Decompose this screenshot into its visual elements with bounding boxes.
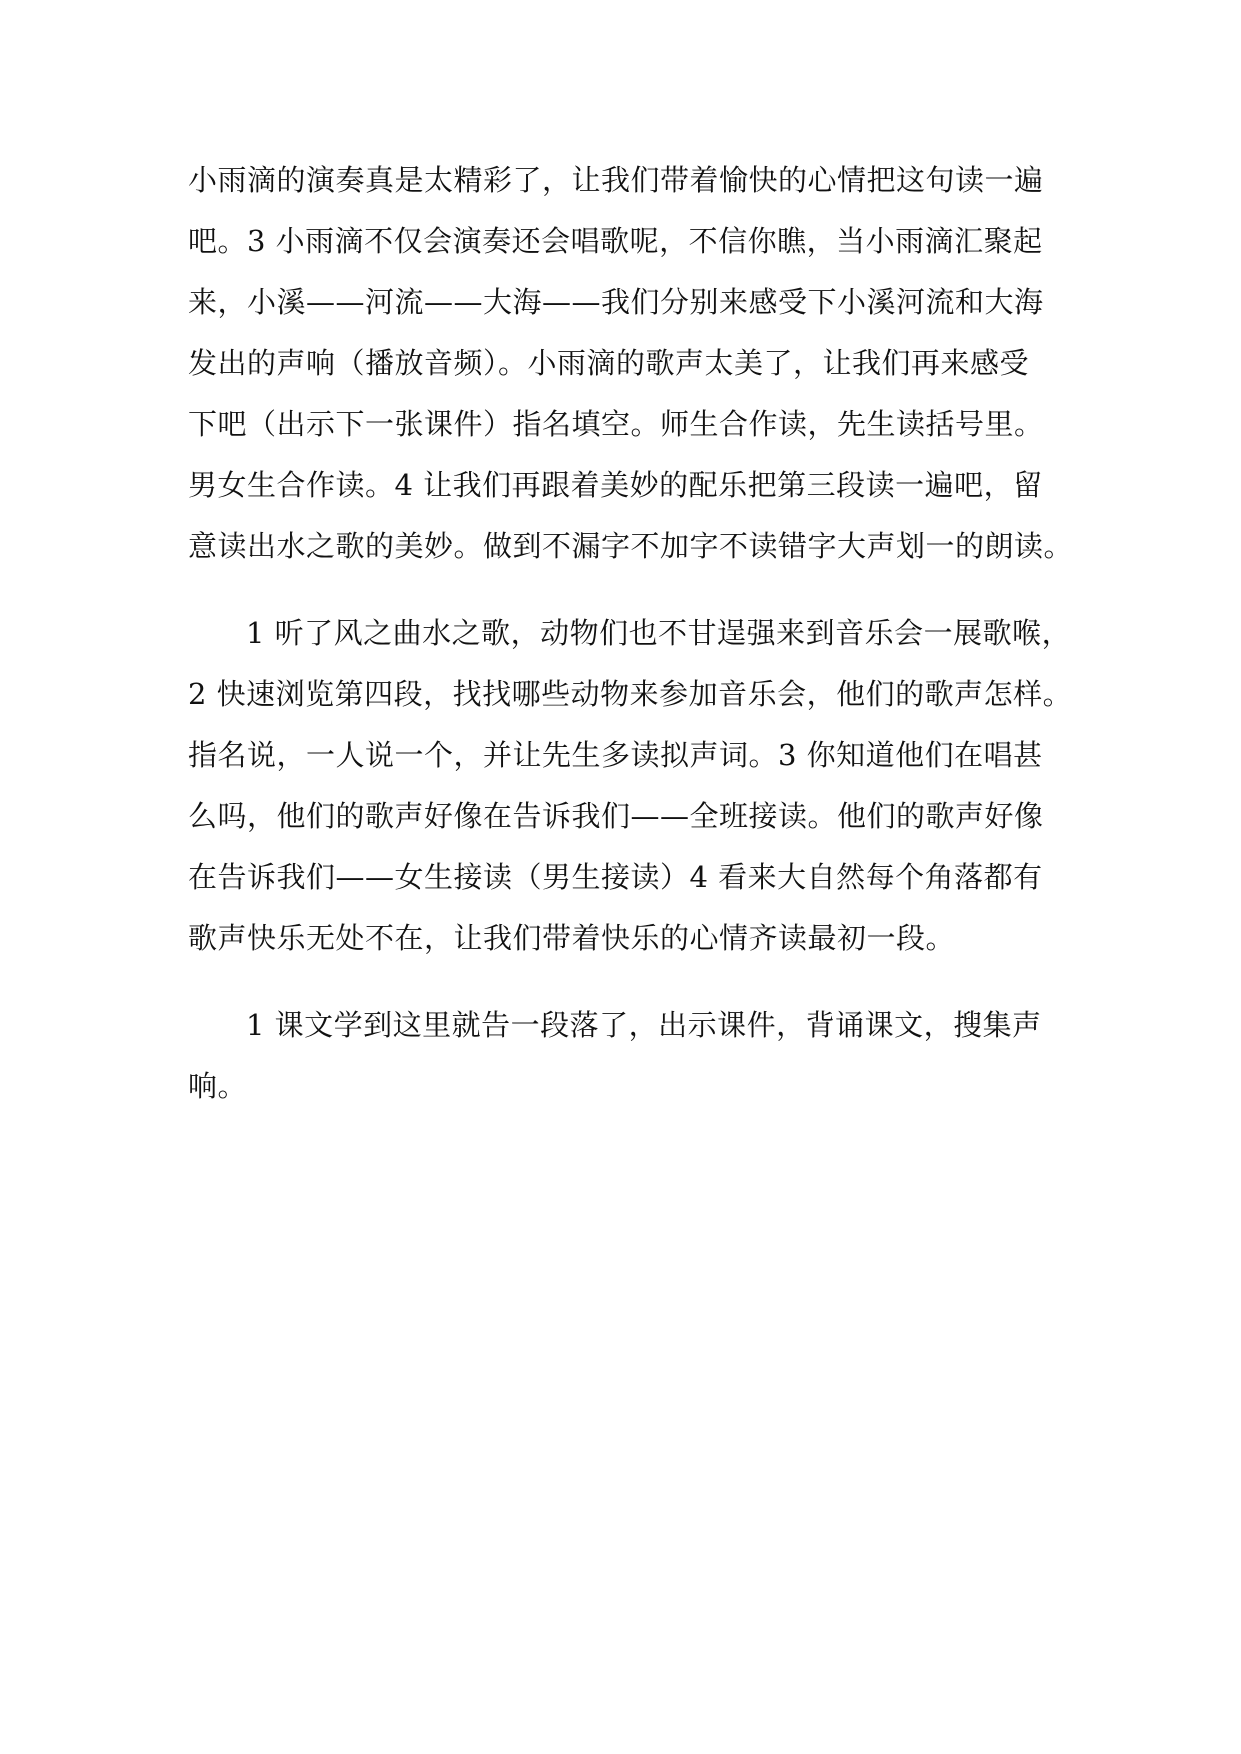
text-line: 下吧（出示下一张课件）指名填空。师生合作读，先生读括号里。	[188, 407, 1044, 441]
text-line: 1 听了风之曲水之歌，动物们也不甘逞强来到音乐会一展歌喉，	[246, 616, 1072, 650]
text-line: 发出的声响（播放音频）。小雨滴的歌声太美了，让我们再来感受	[188, 346, 1030, 380]
paragraph-1	[188, 150, 1074, 577]
text-line: 来，小溪——河流——大海——我们分别来感受下小溪河流和大海	[188, 285, 1044, 319]
text-line: 意读出水之歌的美妙。做到不漏字不加字不读错字大声划一的朗读。	[188, 529, 1074, 563]
paragraph-gap	[188, 969, 1054, 995]
paragraph-gap	[188, 577, 1054, 603]
paragraph-2	[188, 603, 1073, 969]
text-line: 么吗，他们的歌声好像在告诉我们——全班接读。他们的歌声好像	[188, 799, 1044, 833]
text-line: 指名说，一人说一个，并让先生多读拟声词。3 你知道他们在唱甚	[188, 738, 1043, 772]
document-body	[188, 150, 1074, 1117]
text-line: 小雨滴的演奏真是太精彩了，让我们带着愉快的心情把这句读一遍	[188, 163, 1044, 197]
text-line: 吧。3 小雨滴不仅会演奏还会唱歌呢，不信你瞧，当小雨滴汇聚起	[188, 224, 1043, 258]
text-line: 响。	[188, 1069, 248, 1103]
text-line: 1 课文学到这里就告一段落了，出示课件，背诵课文，搜集声	[246, 1008, 1042, 1042]
text-line: 2 快速浏览第四段，找找哪些动物来参加音乐会，他们的歌声怎样。	[188, 677, 1073, 711]
paragraph-3	[188, 995, 1054, 1117]
text-line: 在告诉我们——女生接读（男生接读）4 看来大自然每个角落都有	[188, 860, 1043, 894]
text-line: 歌声快乐无处不在，让我们带着快乐的心情齐读最初一段。	[188, 921, 956, 955]
text-line: 男女生合作读。4 让我们再跟着美妙的配乐把第三段读一遍吧，留	[188, 468, 1043, 502]
